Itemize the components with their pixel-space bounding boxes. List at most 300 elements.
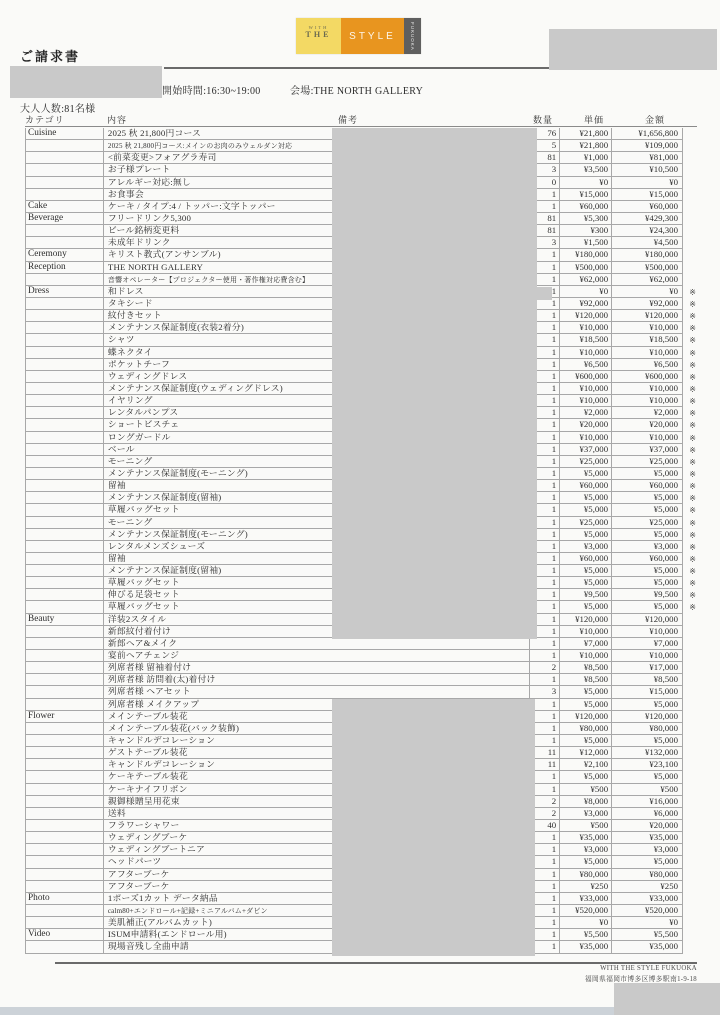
footer-rule (55, 962, 697, 964)
category-cell (26, 881, 104, 892)
column-header-amount: 金額 (645, 115, 666, 125)
item-cell: レンタルパンプス (104, 407, 530, 418)
item-cell: メンテナンス保証制度(留袖) (104, 492, 530, 503)
unit-price-cell: ¥5,000 (560, 577, 612, 588)
category-cell: Beauty (26, 614, 104, 625)
category-cell (26, 480, 104, 491)
qty-cell: 1 (530, 456, 560, 467)
amount-cell: ¥80,000 (612, 723, 683, 734)
amount-cell: ¥15,000 (612, 686, 683, 697)
unit-price-cell: ¥37,000 (560, 444, 612, 455)
unit-price-cell: ¥10,000 (560, 383, 612, 394)
column-header-note: 備考 (338, 115, 359, 125)
unit-price-cell: ¥15,000 (560, 189, 612, 200)
table-row (25, 674, 683, 686)
unit-price-cell: ¥10,000 (560, 347, 612, 358)
unit-price-cell: ¥7,000 (560, 638, 612, 649)
item-cell: 2025 秋 21,800円コース:メインのお肉のみウェルダン対応 (104, 140, 530, 151)
unit-price-cell: ¥35,000 (560, 941, 612, 952)
qty-cell: 1 (530, 711, 560, 722)
unit-price-cell: ¥120,000 (560, 310, 612, 321)
item-cell: 蝶ネクタイ (104, 347, 530, 358)
category-cell: Video (26, 929, 104, 940)
column-header-category: カテゴリ (25, 115, 65, 125)
qty-cell: 1 (530, 589, 560, 600)
qty-cell: 1 (530, 771, 560, 782)
unit-price-cell: ¥92,000 (560, 298, 612, 309)
qty-cell: 1 (530, 650, 560, 661)
amount-cell: ¥5,000 (612, 504, 683, 515)
note-star: ※ (689, 409, 696, 419)
category-cell (26, 844, 104, 855)
qty-cell: 5 (530, 140, 560, 151)
unit-price-cell: ¥1,000 (560, 152, 612, 163)
item-cell: 列席者様 メイクアップ (104, 699, 530, 710)
item-cell: メンテナンス保証制度(留袖) (104, 565, 530, 576)
unit-price-cell: ¥6,500 (560, 359, 612, 370)
note-star: ※ (689, 372, 696, 382)
category-cell (26, 832, 104, 843)
category-cell (26, 941, 104, 952)
note-star: ※ (689, 312, 696, 322)
amount-cell: ¥16,000 (612, 796, 683, 807)
qty-cell: 1 (530, 395, 560, 406)
unit-price-cell: ¥5,000 (560, 565, 612, 576)
category-cell: Reception (26, 262, 104, 273)
qty-cell: 1 (530, 541, 560, 552)
amount-cell: ¥5,000 (612, 492, 683, 503)
logo-dark-block (404, 18, 421, 54)
category-cell (26, 869, 104, 880)
qty-cell: 1 (530, 201, 560, 212)
qty-cell: 1 (530, 881, 560, 892)
qty-cell: 1 (530, 565, 560, 576)
category-cell (26, 164, 104, 175)
category-cell (26, 334, 104, 345)
note-star: ※ (689, 287, 696, 297)
qty-cell: 1 (530, 699, 560, 710)
qty-cell: 1 (530, 529, 560, 540)
item-cell: ショートビスチェ (104, 419, 530, 430)
item-cell: モーニング (104, 456, 530, 467)
unit-price-cell: ¥20,000 (560, 419, 612, 430)
logo-yellow-block (296, 18, 341, 54)
category-cell: Cake (26, 201, 104, 212)
item-cell: アレルギー対応:無し (104, 177, 530, 188)
amount-cell: ¥180,000 (612, 249, 683, 260)
category-cell: Beverage (26, 213, 104, 224)
qty-cell: 81 (530, 225, 560, 236)
qty-cell: 1 (530, 444, 560, 455)
qty-cell: 1 (530, 249, 560, 260)
category-cell (26, 565, 104, 576)
unit-price-cell: ¥500,000 (560, 262, 612, 273)
item-cell: ウェディングブーケ (104, 832, 530, 843)
qty-cell: 1 (530, 917, 560, 928)
qty-cell: 1 (530, 432, 560, 443)
unit-price-cell: ¥35,000 (560, 832, 612, 843)
bottom-edge-strip (0, 1007, 720, 1015)
qty-cell: 1 (530, 601, 560, 612)
note-star: ※ (689, 494, 696, 504)
note-star: ※ (689, 384, 696, 394)
note-star: ※ (689, 603, 696, 613)
unit-price-cell: ¥120,000 (560, 614, 612, 625)
item-cell: 新郎ヘア&メイク (104, 638, 530, 649)
unit-price-cell: ¥25,000 (560, 456, 612, 467)
category-cell (26, 322, 104, 333)
amount-cell: ¥0 (612, 286, 683, 297)
unit-price-cell: ¥60,000 (560, 480, 612, 491)
category-cell (26, 796, 104, 807)
category-cell (26, 371, 104, 382)
item-cell: キャンドルデコレーション (104, 759, 530, 770)
adults-count-text: 大人人数:81名様 (20, 104, 96, 115)
note-star: ※ (689, 469, 696, 479)
amount-cell: ¥500 (612, 784, 683, 795)
amount-cell: ¥0 (612, 917, 683, 928)
unit-price-cell: ¥0 (560, 917, 612, 928)
amount-cell: ¥5,500 (612, 929, 683, 940)
qty-cell: 2 (530, 796, 560, 807)
qty-cell: 11 (530, 747, 560, 758)
qty-cell: 1 (530, 626, 560, 637)
item-cell: メンテナンス保証制度(モーニング) (104, 529, 530, 540)
category-cell (26, 225, 104, 236)
note-star: ※ (689, 591, 696, 601)
item-cell: ベール (104, 444, 530, 455)
qty-cell: 1 (530, 310, 560, 321)
amount-cell: ¥132,000 (612, 747, 683, 758)
item-cell: 音響オペレーター【プロジェクター使用・著作権対応費含む】 (104, 274, 530, 285)
category-cell (26, 674, 104, 685)
qty-cell: 1 (530, 468, 560, 479)
category-cell (26, 735, 104, 746)
redaction-block (614, 983, 720, 1015)
unit-price-cell: ¥5,500 (560, 929, 612, 940)
qty-cell: 1 (530, 347, 560, 358)
amount-cell: ¥33,000 (612, 893, 683, 904)
unit-price-cell: ¥300 (560, 225, 612, 236)
qty-cell: 3 (530, 237, 560, 248)
category-cell (26, 686, 104, 697)
table-row (25, 638, 683, 650)
category-cell (26, 601, 104, 612)
amount-cell: ¥8,500 (612, 674, 683, 685)
qty-cell: 81 (530, 152, 560, 163)
amount-cell: ¥92,000 (612, 298, 683, 309)
item-cell: フラワーシャワー (104, 820, 530, 831)
category-cell: Ceremony (26, 249, 104, 260)
category-cell (26, 517, 104, 528)
item-cell: <前菜変更>フォアグラ寿司 (104, 152, 530, 163)
qty-cell: 1 (530, 371, 560, 382)
amount-cell: ¥6,500 (612, 359, 683, 370)
amount-cell: ¥120,000 (612, 310, 683, 321)
item-cell: アフターブーケ (104, 881, 530, 892)
unit-price-cell: ¥3,000 (560, 844, 612, 855)
qty-cell: 2 (530, 808, 560, 819)
unit-price-cell: ¥5,000 (560, 771, 612, 782)
amount-cell: ¥5,000 (612, 601, 683, 612)
item-cell: ケーキナイフリボン (104, 784, 530, 795)
unit-price-cell: ¥80,000 (560, 723, 612, 734)
amount-cell: ¥3,000 (612, 541, 683, 552)
note-star: ※ (689, 482, 696, 492)
unit-price-cell: ¥1,500 (560, 237, 612, 248)
qty-cell: 1 (530, 638, 560, 649)
item-cell: 列席者様 留袖着付け (104, 662, 530, 673)
start-time-text: 開始時間:16:30~19:00 (162, 86, 261, 97)
note-star: ※ (689, 360, 696, 370)
amount-cell: ¥25,000 (612, 517, 683, 528)
item-cell: メインテーブル装花(バック装飾) (104, 723, 530, 734)
category-cell (26, 747, 104, 758)
item-cell: 留袖 (104, 553, 530, 564)
amount-cell: ¥5,000 (612, 771, 683, 782)
amount-cell: ¥4,500 (612, 237, 683, 248)
qty-cell: 0 (530, 177, 560, 188)
item-cell: ISUM申請料(エンドロール用) (104, 929, 530, 940)
unit-price-cell: ¥10,000 (560, 432, 612, 443)
note-star: ※ (689, 554, 696, 564)
item-cell: レンタルメンズシューズ (104, 541, 530, 552)
unit-price-cell: ¥60,000 (560, 553, 612, 564)
category-cell (26, 808, 104, 819)
category-cell (26, 784, 104, 795)
item-cell: タキシード (104, 298, 530, 309)
item-cell: ウェディングブートニア (104, 844, 530, 855)
category-cell (26, 759, 104, 770)
category-cell (26, 650, 104, 661)
note-star: ※ (689, 518, 696, 528)
category-cell (26, 589, 104, 600)
item-cell: 新郎紋付着付け (104, 626, 530, 637)
category-cell (26, 468, 104, 479)
amount-cell: ¥2,000 (612, 407, 683, 418)
item-cell: 伸びる足袋セット (104, 589, 530, 600)
category-cell (26, 541, 104, 552)
qty-cell: 1 (530, 735, 560, 746)
item-cell: 宴前ヘアチェンジ (104, 650, 530, 661)
category-cell (26, 310, 104, 321)
note-star: ※ (689, 445, 696, 455)
qty-cell: 1 (530, 419, 560, 430)
unit-price-cell: ¥5,000 (560, 504, 612, 515)
amount-cell: ¥1,656,800 (612, 128, 683, 139)
category-cell (26, 347, 104, 358)
item-cell: 美肌補正(アルバムカット) (104, 917, 530, 928)
note-star: ※ (689, 542, 696, 552)
item-cell: 草履バッグセット (104, 504, 530, 515)
venue-text: 会場:THE NORTH GALLERY (290, 86, 424, 97)
brand-logo (296, 18, 421, 54)
item-cell: ビール銘柄変更料 (104, 225, 530, 236)
category-cell: Flower (26, 711, 104, 722)
item-cell: メンテナンス保証制度(モーニング) (104, 468, 530, 479)
unit-price-cell: ¥12,000 (560, 747, 612, 758)
unit-price-cell: ¥21,800 (560, 140, 612, 151)
qty-cell: 1 (530, 504, 560, 515)
header-rule (164, 67, 550, 69)
amount-cell: ¥5,000 (612, 577, 683, 588)
item-cell: 列席者様 訪問着(太)着付け (104, 674, 530, 685)
category-cell (26, 723, 104, 734)
unit-price-cell: ¥5,000 (560, 529, 612, 540)
qty-cell: 1 (530, 941, 560, 952)
category-cell (26, 383, 104, 394)
table-row (25, 686, 683, 698)
item-cell: ケーキテーブル装花 (104, 771, 530, 782)
item-cell: 送料 (104, 808, 530, 819)
qty-cell: 1 (530, 334, 560, 345)
unit-price-cell: ¥5,000 (560, 856, 612, 867)
item-cell: 列席者様 ヘアセット (104, 686, 530, 697)
footer-address-text: 福岡県福岡市博多区博多駅南1-9-18 (584, 976, 697, 983)
unit-price-cell: ¥2,000 (560, 407, 612, 418)
amount-cell: ¥250 (612, 881, 683, 892)
amount-cell: ¥9,500 (612, 589, 683, 600)
item-cell: キリスト教式(アンサンブル) (104, 249, 530, 260)
logo-orange-block (341, 18, 404, 54)
unit-price-cell: ¥5,000 (560, 492, 612, 503)
item-cell: メンテナンス保証制度(ウェディングドレス) (104, 383, 530, 394)
category-cell: Cuisine (26, 128, 104, 139)
amount-cell: ¥5,000 (612, 699, 683, 710)
amount-cell: ¥6,000 (612, 808, 683, 819)
unit-price-cell: ¥60,000 (560, 201, 612, 212)
note-star: ※ (689, 336, 696, 346)
table-header-underline (25, 126, 697, 127)
category-cell (26, 905, 104, 916)
unit-price-cell: ¥180,000 (560, 249, 612, 260)
unit-price-cell: ¥520,000 (560, 905, 612, 916)
qty-cell: 2 (530, 662, 560, 673)
category-cell (26, 359, 104, 370)
logo-city-text: FUKUOKA (410, 21, 415, 51)
item-cell: お子様プレート (104, 164, 530, 175)
unit-price-cell: ¥80,000 (560, 869, 612, 880)
item-cell: メインテーブル装花 (104, 711, 530, 722)
category-cell (26, 662, 104, 673)
qty-cell: 81 (530, 213, 560, 224)
item-cell: シャツ (104, 334, 530, 345)
amount-cell: ¥20,000 (612, 419, 683, 430)
unit-price-cell: ¥8,500 (560, 674, 612, 685)
item-cell: THE NORTH GALLERY (104, 262, 530, 273)
amount-cell: ¥23,100 (612, 759, 683, 770)
unit-price-cell: ¥500 (560, 820, 612, 831)
category-cell (26, 492, 104, 503)
unit-price-cell: ¥33,000 (560, 893, 612, 904)
qty-cell: 1 (530, 274, 560, 285)
item-cell: 和ドレス (104, 286, 530, 297)
amount-cell: ¥10,000 (612, 395, 683, 406)
amount-cell: ¥520,000 (612, 905, 683, 916)
amount-cell: ¥10,000 (612, 650, 683, 661)
unit-price-cell: ¥500 (560, 784, 612, 795)
amount-cell: ¥120,000 (612, 711, 683, 722)
amount-cell: ¥5,000 (612, 565, 683, 576)
item-cell: 紋付きセット (104, 310, 530, 321)
amount-cell: ¥24,300 (612, 225, 683, 236)
amount-cell: ¥109,000 (612, 140, 683, 151)
amount-cell: ¥5,000 (612, 735, 683, 746)
item-cell: お食事会 (104, 189, 530, 200)
unit-price-cell: ¥0 (560, 286, 612, 297)
qty-cell: 1 (530, 359, 560, 370)
amount-cell: ¥10,000 (612, 347, 683, 358)
unit-price-cell: ¥600,000 (560, 371, 612, 382)
amount-cell: ¥5,000 (612, 529, 683, 540)
item-cell: ロングガードル (104, 432, 530, 443)
qty-cell: 76 (530, 128, 560, 139)
unit-price-cell: ¥5,000 (560, 686, 612, 697)
unit-price-cell: ¥120,000 (560, 711, 612, 722)
note-star: ※ (689, 299, 696, 309)
redaction-block (332, 128, 537, 639)
amount-cell: ¥7,000 (612, 638, 683, 649)
column-header-qty: 数量 (533, 115, 554, 125)
qty-cell: 1 (530, 492, 560, 503)
amount-cell: ¥10,500 (612, 164, 683, 175)
logo-the-text: THE (305, 30, 332, 39)
item-cell: 留袖 (104, 480, 530, 491)
item-cell: イヤリング (104, 395, 530, 406)
category-cell (26, 856, 104, 867)
qty-cell: 1 (530, 929, 560, 940)
qty-cell: 1 (530, 189, 560, 200)
category-cell (26, 529, 104, 540)
amount-cell: ¥10,000 (612, 432, 683, 443)
amount-cell: ¥60,000 (612, 553, 683, 564)
item-cell: 洋装2スタイル (104, 614, 530, 625)
amount-cell: ¥0 (612, 177, 683, 188)
qty-cell: 1 (530, 298, 560, 309)
note-star: ※ (689, 506, 696, 516)
unit-price-cell: ¥8,000 (560, 796, 612, 807)
category-cell (26, 553, 104, 564)
category-cell (26, 274, 104, 285)
unit-price-cell: ¥10,000 (560, 395, 612, 406)
qty-cell: 1 (530, 480, 560, 491)
unit-price-cell: ¥0 (560, 177, 612, 188)
category-cell (26, 237, 104, 248)
qty-cell: 1 (530, 832, 560, 843)
item-cell: 未成年ドリンク (104, 237, 530, 248)
note-star: ※ (689, 397, 696, 407)
qty-cell: 1 (530, 614, 560, 625)
unit-price-cell: ¥25,000 (560, 517, 612, 528)
unit-price-cell: ¥5,000 (560, 735, 612, 746)
category-cell (26, 626, 104, 637)
unit-price-cell: ¥10,000 (560, 650, 612, 661)
logo-style-text: STYLE (349, 30, 396, 42)
qty-cell: 1 (530, 856, 560, 867)
amount-cell: ¥10,000 (612, 626, 683, 637)
category-cell (26, 456, 104, 467)
qty-cell: 1 (530, 383, 560, 394)
item-cell: ポケットチーフ (104, 359, 530, 370)
qty-cell: 3 (530, 164, 560, 175)
amount-cell: ¥3,000 (612, 844, 683, 855)
amount-cell: ¥17,000 (612, 662, 683, 673)
item-cell: ゲストテーブル装花 (104, 747, 530, 758)
note-star: ※ (689, 421, 696, 431)
unit-price-cell: ¥3,000 (560, 808, 612, 819)
qty-cell: 1 (530, 517, 560, 528)
amount-cell: ¥429,300 (612, 213, 683, 224)
